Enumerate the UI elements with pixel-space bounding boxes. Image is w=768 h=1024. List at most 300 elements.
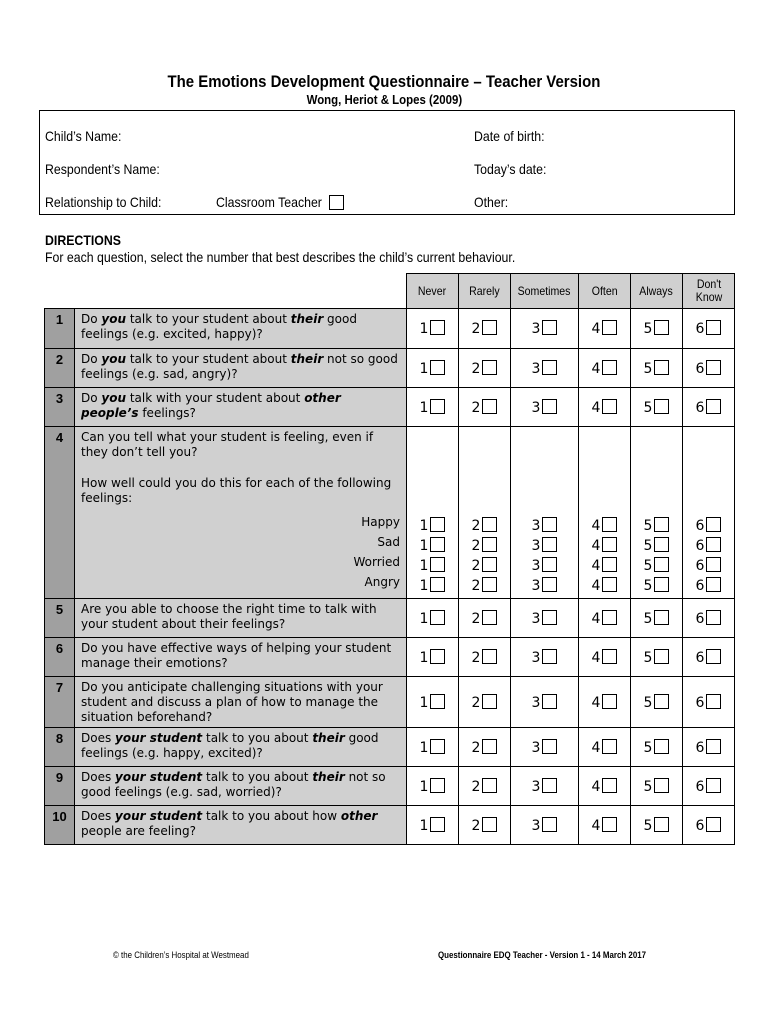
option-5[interactable] [644,818,670,834]
question-row-6 [45,638,735,677]
answer-cell-1 [407,309,459,349]
option-number: 5 [643,538,653,554]
feeling-label-happy: Happy [361,515,400,529]
option-4[interactable] [592,558,618,574]
option-3[interactable] [532,740,558,756]
option-number: 2 [471,739,481,756]
answer-checkbox[interactable] [482,577,497,592]
option-6[interactable] [696,650,722,666]
option-3[interactable] [532,611,558,627]
option-number: 5 [643,694,653,711]
answer-checkbox[interactable] [542,557,557,572]
answer-checkbox[interactable] [706,739,721,754]
question-row-9 [45,767,735,806]
option-4[interactable] [592,740,618,756]
answer-cell-6 [683,388,735,427]
answer-cell-5 [631,767,683,806]
option-number: 1 [419,817,429,834]
option-6[interactable] [696,400,722,416]
feeling-label-worried: Worried [353,555,400,569]
option-3[interactable] [532,650,558,666]
option-5[interactable] [644,321,670,337]
answer-checkbox[interactable] [542,610,557,625]
answer-checkbox[interactable] [542,817,557,832]
option-number: 4 [591,610,601,627]
option-number: 6 [695,578,705,594]
respondents-name-label: Respondent’s Name: [45,161,160,177]
option-5[interactable] [644,779,670,795]
option-number: 3 [531,558,541,574]
question-row-1 [45,309,735,349]
option-number: 3 [531,538,541,554]
question-text [75,806,407,845]
answer-checkbox[interactable] [430,649,445,664]
answer-checkbox[interactable] [602,537,617,552]
option-3[interactable] [532,695,558,711]
answer-checkbox[interactable] [602,778,617,793]
answer-checkbox[interactable] [706,577,721,592]
answer-cell-2 [459,427,511,599]
answer-checkbox[interactable] [602,577,617,592]
answer-checkbox[interactable] [482,694,497,709]
answer-checkbox[interactable] [654,537,669,552]
question-text-part: Can you tell what your student is feeling, even if they don’t tell you? [81,430,374,459]
option-2[interactable] [472,695,498,711]
question-text-part: Do you have effective ways of helping your student manage their emotions? [81,641,392,670]
answer-checkbox[interactable] [602,557,617,572]
answer-checkbox[interactable] [542,694,557,709]
option-number: 5 [643,739,653,756]
directions-heading: DIRECTIONS [45,232,121,248]
column-header-don-t-know: Don't Know [683,274,735,309]
option-4[interactable] [592,650,618,666]
option-2[interactable] [472,611,498,627]
option-6[interactable] [696,558,722,574]
answer-cell-5 [631,349,683,388]
question-text [75,309,407,349]
answer-checkbox[interactable] [430,739,445,754]
answer-checkbox[interactable] [482,399,497,414]
option-2[interactable] [472,650,498,666]
answer-cell-6 [683,728,735,767]
option-number: 2 [471,694,481,711]
option-1[interactable] [420,695,446,711]
question-text [75,767,407,806]
answer-checkbox[interactable] [654,694,669,709]
answer-checkbox[interactable] [430,557,445,572]
question-text [75,728,407,767]
option-number: 3 [531,739,541,756]
option-2[interactable] [472,400,498,416]
option-number: 6 [695,321,705,337]
option-number: 5 [643,649,653,666]
page-title: The Emotions Development Questionnaire – Teacher Version [167,72,601,91]
option-number: 4 [591,739,601,756]
answer-cell-6 [683,599,735,638]
answer-checkbox[interactable] [482,778,497,793]
option-number: 2 [471,578,481,594]
answer-cell-4 [579,599,631,638]
option-number: 6 [695,399,705,416]
question-number: 10 [45,806,75,845]
answer-checkbox[interactable] [542,517,557,532]
column-header-never: Never [407,274,459,309]
answer-checkbox[interactable] [602,517,617,532]
answer-cell-5 [631,677,683,728]
emphasis-text: you [101,352,127,366]
option-number: 3 [531,610,541,627]
option-number: 1 [419,399,429,416]
option-number: 6 [695,739,705,756]
answer-checkbox[interactable] [482,537,497,552]
answer-checkbox[interactable] [654,517,669,532]
option-5[interactable] [644,740,670,756]
option-3[interactable] [532,321,558,337]
option-6[interactable] [696,518,722,534]
option-3[interactable] [532,578,558,594]
option-number: 1 [419,558,429,574]
option-number: 2 [471,558,481,574]
answer-checkbox[interactable] [430,399,445,414]
question-text-part: Does [81,770,116,784]
option-1[interactable] [420,321,446,337]
option-1[interactable] [420,740,446,756]
answer-checkbox[interactable] [654,577,669,592]
option-2[interactable] [472,321,498,337]
option-3[interactable] [532,361,558,377]
option-5[interactable] [644,578,670,594]
option-number: 3 [531,399,541,416]
question-text-part: Are you able to choose the right time to talk with your student about their feelings? [81,602,377,631]
question-text-part: Does [81,809,116,823]
answer-checkbox[interactable] [706,320,721,335]
option-1[interactable] [420,818,446,834]
option-1[interactable] [420,578,446,594]
question-text-part: talk to you about [202,731,313,745]
option-5[interactable] [644,558,670,574]
answer-checkbox[interactable] [602,739,617,754]
option-number: 6 [695,649,705,666]
question-number: 1 [45,309,75,349]
answer-checkbox[interactable] [706,399,721,414]
option-4[interactable] [592,518,618,534]
option-number: 1 [419,578,429,594]
option-number: 6 [695,360,705,377]
question-text-part: talk to you about [202,770,313,784]
feeling-label-angry: Angry [364,575,400,589]
option-3[interactable] [532,558,558,574]
answer-checkbox[interactable] [602,817,617,832]
option-1[interactable] [420,779,446,795]
option-4[interactable] [592,779,618,795]
option-3[interactable] [532,518,558,534]
answer-checkbox[interactable] [430,610,445,625]
answer-checkbox[interactable] [482,320,497,335]
option-5[interactable] [644,518,670,534]
option-number: 4 [591,360,601,377]
answer-checkbox[interactable] [482,739,497,754]
footer-copyright: © the Children’s Hospital at Westmead [113,950,249,960]
option-6[interactable] [696,611,722,627]
option-3[interactable] [532,400,558,416]
answer-cell-2 [459,728,511,767]
answer-checkbox[interactable] [654,739,669,754]
option-number: 3 [531,360,541,377]
answer-checkbox[interactable] [654,778,669,793]
answer-cell-5 [631,728,683,767]
answer-checkbox[interactable] [654,649,669,664]
answer-checkbox[interactable] [602,360,617,375]
option-4[interactable] [592,538,618,554]
option-number: 1 [419,360,429,377]
question-text-part: good feelings (e.g. excited, happy)? [81,312,357,341]
answer-cell-6 [683,349,735,388]
question-row-2 [45,349,735,388]
child-info-box [39,110,735,215]
answer-checkbox[interactable] [482,817,497,832]
answer-checkbox[interactable] [542,778,557,793]
answer-checkbox[interactable] [706,360,721,375]
option-number: 4 [591,578,601,594]
answer-cell-6 [683,806,735,845]
answer-cell-6 [683,309,735,349]
option-number: 5 [643,558,653,574]
option-number: 6 [695,558,705,574]
option-6[interactable] [696,740,722,756]
answer-checkbox[interactable] [430,817,445,832]
answer-checkbox[interactable] [482,610,497,625]
option-number: 3 [531,694,541,711]
answer-cell-5 [631,388,683,427]
option-number: 6 [695,694,705,711]
emphasis-text: you [101,312,127,326]
answer-checkbox[interactable] [654,399,669,414]
answer-checkbox[interactable] [430,694,445,709]
option-number: 4 [591,817,601,834]
option-5[interactable] [644,361,670,377]
answer-checkbox[interactable] [602,694,617,709]
option-number: 2 [471,610,481,627]
answer-checkbox[interactable] [430,577,445,592]
feeling-label-sad: Sad [377,535,400,549]
option-6[interactable] [696,321,722,337]
answer-cell-5 [631,599,683,638]
answer-checkbox[interactable] [430,517,445,532]
answer-cell-2 [459,309,511,349]
answer-cell-3 [511,728,579,767]
option-5[interactable] [644,695,670,711]
answer-checkbox[interactable] [654,360,669,375]
answer-checkbox[interactable] [602,399,617,414]
option-6[interactable] [696,695,722,711]
answer-cell-6 [683,638,735,677]
answer-cell-1 [407,349,459,388]
answer-checkbox[interactable] [430,537,445,552]
answer-checkbox[interactable] [602,610,617,625]
option-2[interactable] [472,538,498,554]
option-3[interactable] [532,818,558,834]
answer-cell-4 [579,309,631,349]
answer-cell-1 [407,638,459,677]
answer-checkbox[interactable] [482,517,497,532]
emphasis-text: their [312,731,345,745]
option-3[interactable] [532,779,558,795]
option-1[interactable] [420,611,446,627]
answer-checkbox[interactable] [654,557,669,572]
answer-checkbox[interactable] [482,557,497,572]
option-5[interactable] [644,650,670,666]
answer-checkbox[interactable] [706,778,721,793]
question-row-3 [45,388,735,427]
answer-checkbox[interactable] [482,649,497,664]
question-row-8 [45,728,735,767]
option-4[interactable] [592,611,618,627]
answer-checkbox[interactable] [654,320,669,335]
answer-checkbox[interactable] [542,577,557,592]
option-4[interactable] [592,321,618,337]
answer-checkbox[interactable] [430,360,445,375]
option-6[interactable] [696,818,722,834]
option-6[interactable] [696,578,722,594]
option-2[interactable] [472,818,498,834]
option-1[interactable] [420,538,446,554]
answer-cell-3 [511,806,579,845]
option-number: 5 [643,399,653,416]
option-1[interactable] [420,400,446,416]
column-header-always: Always [631,274,683,309]
option-number: 2 [471,399,481,416]
option-1[interactable] [420,518,446,534]
answer-cell-5 [631,806,683,845]
option-4[interactable] [592,578,618,594]
answer-checkbox[interactable] [542,649,557,664]
option-4[interactable] [592,400,618,416]
option-5[interactable] [644,538,670,554]
answer-checkbox[interactable] [542,537,557,552]
option-2[interactable] [472,740,498,756]
answer-checkbox[interactable] [706,537,721,552]
classroom-teacher-label: Classroom Teacher [216,194,322,210]
classroom-teacher-checkbox[interactable] [329,195,344,210]
relationship-label: Relationship to Child: [45,194,162,210]
question-text-part: Does [81,731,116,745]
answer-cell-2 [459,388,511,427]
option-number: 2 [471,321,481,337]
option-number: 3 [531,578,541,594]
answer-checkbox[interactable] [542,360,557,375]
option-2[interactable] [472,361,498,377]
option-1[interactable] [420,650,446,666]
answer-cell-2 [459,638,511,677]
answer-checkbox[interactable] [706,557,721,572]
option-6[interactable] [696,361,722,377]
answer-cell-2 [459,767,511,806]
answer-cell-3 [511,427,579,599]
answer-checkbox[interactable] [430,320,445,335]
answer-cell-4 [579,806,631,845]
answer-checkbox[interactable] [482,360,497,375]
answer-checkbox[interactable] [706,649,721,664]
option-1[interactable] [420,361,446,377]
option-number: 4 [591,558,601,574]
option-number: 6 [695,538,705,554]
option-number: 5 [643,778,653,795]
question-text-part: feelings? [138,406,196,420]
option-5[interactable] [644,611,670,627]
answer-checkbox[interactable] [706,517,721,532]
option-4[interactable] [592,695,618,711]
question-text [75,388,407,427]
option-4[interactable] [592,361,618,377]
option-2[interactable] [472,578,498,594]
option-number: 6 [695,518,705,534]
date-of-birth-label: Date of birth: [474,128,545,144]
option-3[interactable] [532,538,558,554]
question-text-part: Do [81,312,102,326]
option-number: 2 [471,649,481,666]
answer-cell-3 [511,388,579,427]
answer-checkbox[interactable] [706,610,721,625]
answer-checkbox[interactable] [542,320,557,335]
question-row-5 [45,599,735,638]
question-row-10 [45,806,735,845]
option-number: 6 [695,610,705,627]
answer-checkbox[interactable] [602,649,617,664]
answer-cell-5 [631,427,683,599]
option-1[interactable] [420,558,446,574]
answer-checkbox[interactable] [706,817,721,832]
answer-checkbox[interactable] [706,694,721,709]
option-6[interactable] [696,538,722,554]
option-number: 6 [695,778,705,795]
answer-cell-4 [579,767,631,806]
emphasis-text: other [340,809,378,823]
question-text-part: Do you anticipate challenging situations with your student and discuss a plan of how to manage the situation beforehand? [81,680,383,724]
answer-checkbox[interactable] [542,399,557,414]
column-header-often: Often [579,274,631,309]
answer-checkbox[interactable] [602,320,617,335]
option-6[interactable] [696,779,722,795]
option-number: 4 [591,321,601,337]
answer-cell-4 [579,677,631,728]
answer-cell-2 [459,806,511,845]
option-2[interactable] [472,779,498,795]
answer-checkbox[interactable] [654,610,669,625]
question-number: 6 [45,638,75,677]
option-5[interactable] [644,400,670,416]
question-text-part: talk to your student about [126,352,291,366]
option-number: 4 [591,538,601,554]
option-2[interactable] [472,518,498,534]
answer-cell-3 [511,599,579,638]
page-subtitle: Wong, Heriot & Lopes (2009) [306,92,462,107]
option-number: 3 [531,817,541,834]
question-number: 9 [45,767,75,806]
answer-cell-1 [407,728,459,767]
question-number: 4 [45,427,75,599]
answer-cell-2 [459,349,511,388]
option-number: 1 [419,694,429,711]
option-4[interactable] [592,818,618,834]
answer-checkbox[interactable] [542,739,557,754]
option-2[interactable] [472,558,498,574]
answer-checkbox[interactable] [430,778,445,793]
answer-cell-5 [631,309,683,349]
answer-checkbox[interactable] [654,817,669,832]
option-number: 3 [531,778,541,795]
option-number: 1 [419,538,429,554]
option-number: 1 [419,518,429,534]
